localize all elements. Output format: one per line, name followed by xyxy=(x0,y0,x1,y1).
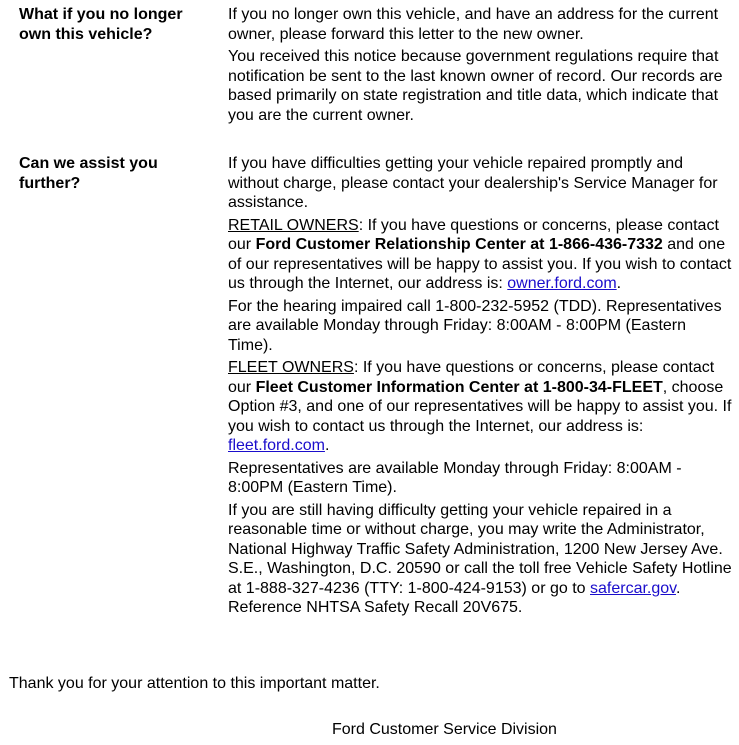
nhtsa-text: If you are still having difficulty getting your vehicle repaired in a reasonable time or without charge, you may write the Administrator, National Highway Traffic Safety Administration, 1200 New Jersey Ave. S.E., Washington, D.C. 20590 or call the toll free Vehicle Safety Hotline at 1-888-327-4236 (TTY: 1-800-424-9153) or go to xyxy=(228,501,732,597)
signature: Ford Customer Service Division xyxy=(332,721,557,738)
nhtsa-end: . Reference NHTSA Safety Recall 20V675. xyxy=(228,579,681,616)
faq-answer-no-longer-own xyxy=(228,5,733,128)
faq-question-assist: Can we assist you further? xyxy=(19,155,158,192)
retail-owners-label: RETAIL OWNERS xyxy=(228,216,359,234)
nhtsa-paragraph xyxy=(228,501,733,618)
retail-owners-paragraph xyxy=(228,216,733,294)
retail-text-1: : If you have questions or concerns, please contact our xyxy=(228,216,719,253)
hearing-impaired-paragraph: For the hearing impaired call 1-800-232-5952 (TDD). Representatives are available Monday through Friday: 8:00AM - 8:00PM (Eastern Time). xyxy=(228,297,722,354)
retail-contact-center: Ford Customer Relationship Center at 1-866-436-7332 xyxy=(255,236,663,253)
fleet-hours-paragraph: Representatives are available Monday through Friday: 8:00AM - 8:00PM (Eastern Time). xyxy=(228,459,682,496)
fleet-owners-label: FLEET OWNERS xyxy=(228,359,354,376)
retail-text-2: and one of our representatives will be happy to assist you. If you wish to contact us through the Internet, our address is: xyxy=(228,236,732,292)
faq-question-no-longer-own: What if you no longer own this vehicle? xyxy=(19,6,183,43)
fleet-owners-paragraph xyxy=(228,358,733,456)
notice-reason-paragraph: You received this notice because government regulations require that notification be sent to the last known owner of record. Our records are based primarily on state registration and title data, which indicate that you are the current owner. xyxy=(228,48,723,124)
fleet-ford-link[interactable]: fleet.ford.com xyxy=(228,437,325,454)
fleet-contact-center: Fleet Customer Information Center at 1-800-34-FLEET xyxy=(255,378,663,396)
owner-ford-link[interactable]: owner.ford.com xyxy=(507,275,617,292)
fleet-text-2: , choose Option #3, and one of our representatives will be happy to assist you. If you wish to contact us through the Internet, our address is: xyxy=(228,378,732,435)
fleet-end: . xyxy=(324,437,330,454)
faq-answer-assist xyxy=(228,154,733,621)
fleet-text-1: : If you have questions or concerns, please contact our xyxy=(228,359,715,396)
safercar-link[interactable]: safercar.gov xyxy=(590,579,676,597)
retail-end: . xyxy=(616,275,622,292)
forward-letter-paragraph: If you no longer own this vehicle, and have an address for the current owner, please forward this letter to the new owner. xyxy=(228,6,719,43)
closing-thanks: Thank you for your attention to this important matter. xyxy=(9,675,380,692)
dealership-paragraph: If you have difficulties getting your vehicle repaired promptly and without charge, please contact your dealership's Service Manager for assistance. xyxy=(228,155,718,211)
